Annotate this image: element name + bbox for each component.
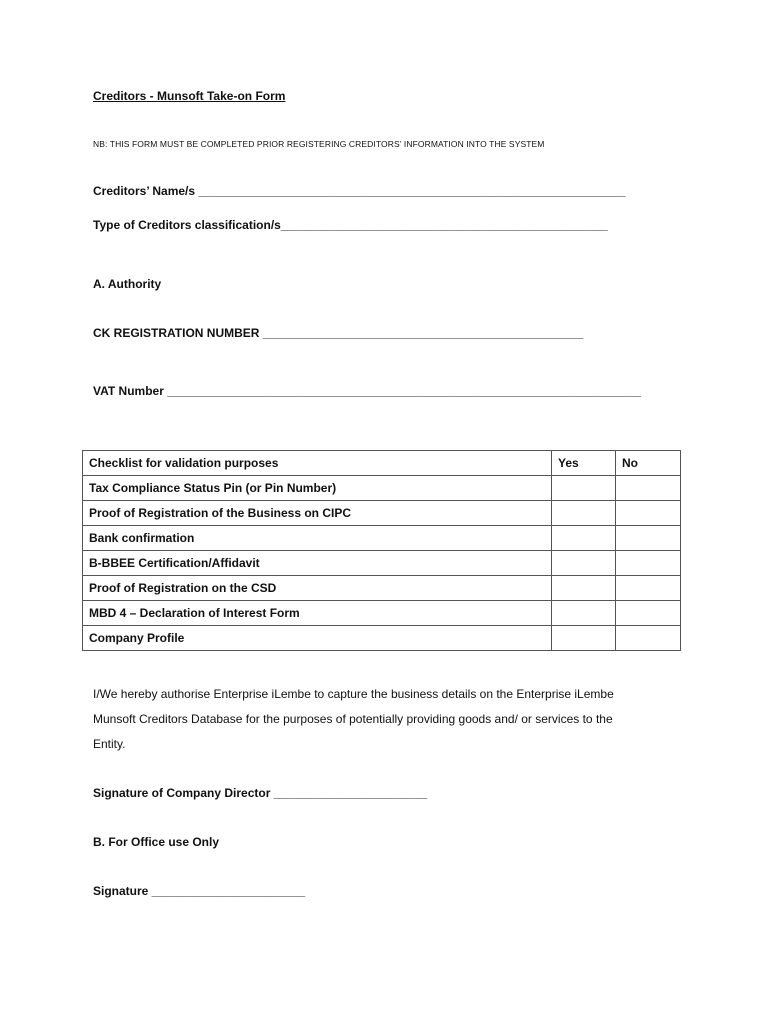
declaration-line-2: Munsoft Creditors Database for the purposes of potentially providing goods and/ or services to the (93, 712, 613, 726)
checklist-item-label: MBD 4 – Declaration of Interest Form (83, 601, 552, 626)
table-row (83, 576, 681, 601)
checklist-no-cell[interactable] (616, 551, 681, 576)
form-title: Creditors - Munsoft Take-on Form (93, 89, 286, 103)
validation-checklist-table (82, 450, 681, 651)
checklist-item-label: Tax Compliance Status Pin (or Pin Number) (83, 476, 552, 501)
vat-number-field[interactable]: VAT Number _______________________________________________________________________ (93, 384, 642, 398)
checklist-no-cell[interactable] (616, 626, 681, 651)
checklist-header-no: No (616, 451, 681, 476)
checklist-header-yes: Yes (552, 451, 616, 476)
table-row (83, 476, 681, 501)
declaration-line-3: Entity. (93, 737, 126, 751)
checklist-yes-cell[interactable] (552, 576, 616, 601)
checklist-header-row (83, 451, 681, 476)
declaration-line-1: I/We hereby authorise Enterprise iLembe to capture the business details on the Enterprise iLembe (93, 687, 614, 701)
checklist-yes-cell[interactable] (552, 501, 616, 526)
creditors-type-field[interactable]: Type of Creditors classification/s_________________________________________________ (93, 218, 608, 232)
checklist-no-cell[interactable] (616, 576, 681, 601)
checklist-no-cell[interactable] (616, 526, 681, 551)
section-a-heading: A. Authority (93, 277, 162, 291)
checklist-item-label: B-BBEE Certification/Affidavit (83, 551, 552, 576)
checklist-yes-cell[interactable] (552, 551, 616, 576)
creditors-name-field[interactable]: Creditors’ Name/s ________________________________________________________________ (93, 184, 626, 198)
checklist-item-label: Bank confirmation (83, 526, 552, 551)
office-signature-field[interactable]: Signature _______________________ (93, 884, 306, 898)
table-row (83, 601, 681, 626)
checklist-item-label: Proof of Registration of the Business on CIPC (83, 501, 552, 526)
director-signature-field[interactable]: Signature of Company Director _______________________ (93, 786, 428, 800)
table-row (83, 526, 681, 551)
checklist-yes-cell[interactable] (552, 601, 616, 626)
checklist-header-item: Checklist for validation purposes (83, 451, 552, 476)
checklist-item-label: Company Profile (83, 626, 552, 651)
checklist-yes-cell[interactable] (552, 476, 616, 501)
checklist-no-cell[interactable] (616, 476, 681, 501)
checklist-no-cell[interactable] (616, 601, 681, 626)
checklist-yes-cell[interactable] (552, 526, 616, 551)
form-notice: NB: THIS FORM MUST BE COMPLETED PRIOR REGISTERING CREDITORS’ INFORMATION INTO THE SYSTEM (93, 139, 545, 149)
section-b-heading: B. For Office use Only (93, 835, 220, 849)
ck-registration-field[interactable]: CK REGISTRATION NUMBER ________________________________________________ (93, 326, 584, 340)
checklist-yes-cell[interactable] (552, 626, 616, 651)
table-row (83, 501, 681, 526)
checklist-item-label: Proof of Registration on the CSD (83, 576, 552, 601)
checklist-no-cell[interactable] (616, 501, 681, 526)
table-row (83, 551, 681, 576)
table-row (83, 626, 681, 651)
